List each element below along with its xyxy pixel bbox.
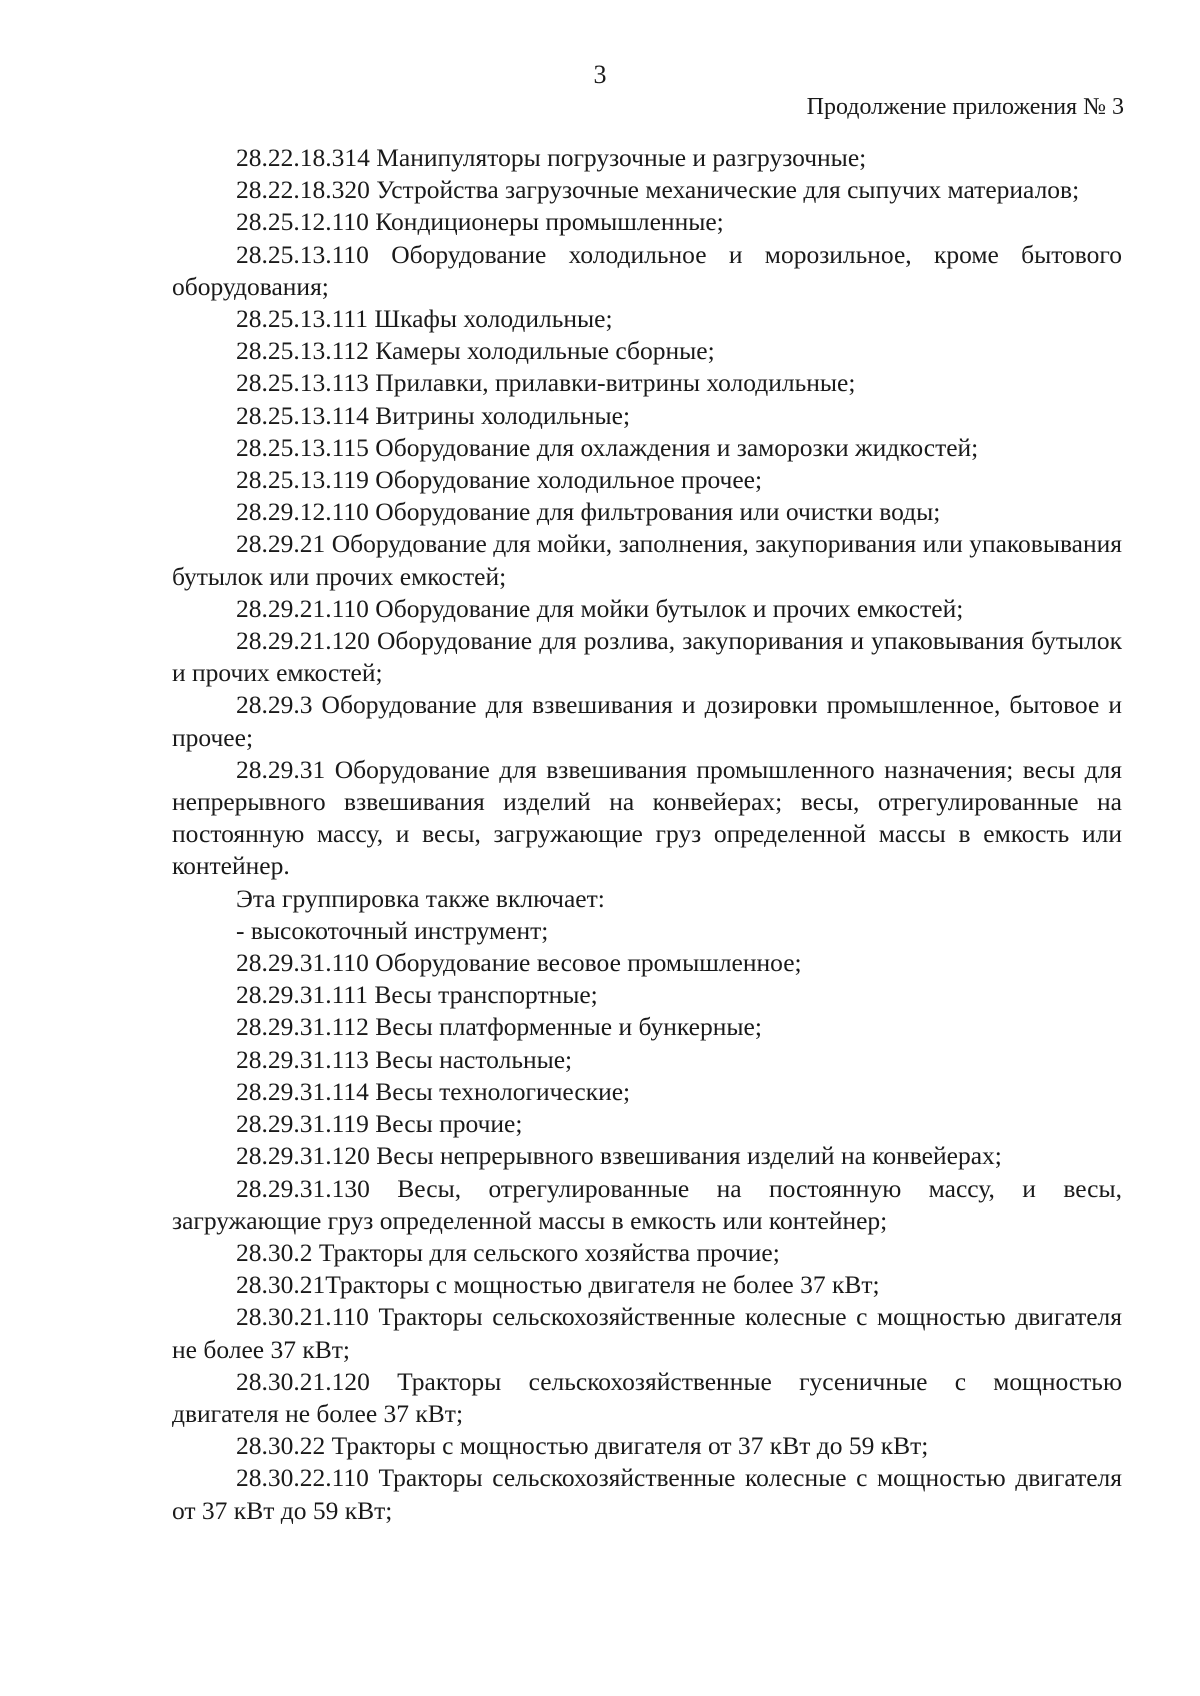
paragraph: 28.29.21 Оборудование для мойки, заполнения, закупоривания или упаковывания бутылок или прочих емкостей; — [172, 529, 1122, 591]
paragraph: 28.25.13.110 Оборудование холодильное и морозильное, кроме бытового оборудования; — [172, 239, 1122, 301]
paragraph: 28.25.13.119 Оборудование холодильное прочее; — [236, 465, 763, 495]
paragraph: 28.30.21.120 Тракторы сельскохозяйственные гусеничные с мощностью двигателя не более 37 кВт; — [172, 1366, 1122, 1428]
document-body — [172, 142, 1122, 1527]
paragraph: 28.29.3 Оборудование для взвешивания и дозировки промышленное, бытовое и прочее; — [172, 690, 1122, 752]
paragraph: 28.29.21.120 Оборудование для розлива, закупоривания и упаковывания бутылок и прочих емкостей; — [172, 626, 1122, 688]
paragraph: 28.29.31.111 Весы транспортные; — [236, 980, 598, 1010]
paragraph: 28.29.21.110 Оборудование для мойки бутылок и прочих емкостей; — [236, 593, 964, 623]
paragraph: 28.30.22 Тракторы с мощностью двигателя от 37 кВт до 59 кВт; — [236, 1431, 929, 1461]
paragraph: 28.30.2 Тракторы для сельского хозяйства прочие; — [236, 1237, 780, 1267]
paragraph: 28.29.31.114 Весы технологические; — [236, 1076, 631, 1106]
paragraph: 28.30.21.110 Тракторы сельскохозяйственные колесные с мощностью двигателя не более 37 кВт; — [172, 1302, 1122, 1364]
paragraph: 28.29.12.110 Оборудование для фильтрования или очистки воды; — [236, 497, 941, 527]
paragraph: - высокоточный инструмент; — [236, 915, 549, 945]
paragraph: 28.25.13.111 Шкафы холодильные; — [236, 304, 613, 334]
header-note: Продолжение приложения № 3 — [806, 94, 1124, 120]
paragraph: 28.29.31.113 Весы настольные; — [236, 1044, 573, 1074]
paragraph: 28.29.31.112 Весы платформенные и бункерные; — [236, 1012, 762, 1042]
paragraph: Эта группировка также включает: — [236, 883, 605, 913]
paragraph: 28.25.13.112 Камеры холодильные сборные; — [236, 336, 715, 366]
paragraph: 28.25.13.114 Витрины холодильные; — [236, 400, 631, 430]
paragraph: 28.29.31.110 Оборудование весовое промышленное; — [236, 948, 802, 978]
page-number: 3 — [593, 60, 607, 89]
paragraph: 28.29.31 Оборудование для взвешивания промышленного назначения; весы для непрерывного взвешивания изделий на конвейерах; весы, отрегулированные на постоянную массу, и весы, загружающие груз определенной массы в емкость или контейнер. — [172, 754, 1122, 881]
paragraph: 28.29.31.119 Весы прочие; — [236, 1109, 523, 1139]
paragraph: 28.30.21Тракторы с мощностью двигателя не более 37 кВт; — [236, 1270, 880, 1300]
paragraph: 28.22.18.314 Манипуляторы погрузочные и разгрузочные; — [236, 143, 867, 172]
paragraph: 28.29.31.120 Весы непрерывного взвешивания изделий на конвейерах; — [236, 1141, 1002, 1171]
paragraph: 28.22.18.320 Устройства загрузочные механические для сыпучих материалов; — [236, 175, 1080, 205]
paragraph: 28.29.31.130 Весы, отрегулированные на постоянную массу, и весы, загружающие груз определенной массы в емкость или контейнер; — [172, 1173, 1122, 1235]
paragraph: 28.25.12.110 Кондиционеры промышленные; — [236, 207, 724, 237]
paragraph: 28.25.13.113 Прилавки, прилавки-витрины холодильные; — [236, 368, 856, 398]
paragraph: 28.25.13.115 Оборудование для охлаждения и заморозки жидкостей; — [236, 432, 979, 462]
paragraph: 28.30.22.110 Тракторы сельскохозяйственные колесные с мощностью двигателя от 37 кВт до 59 кВт; — [172, 1463, 1122, 1525]
